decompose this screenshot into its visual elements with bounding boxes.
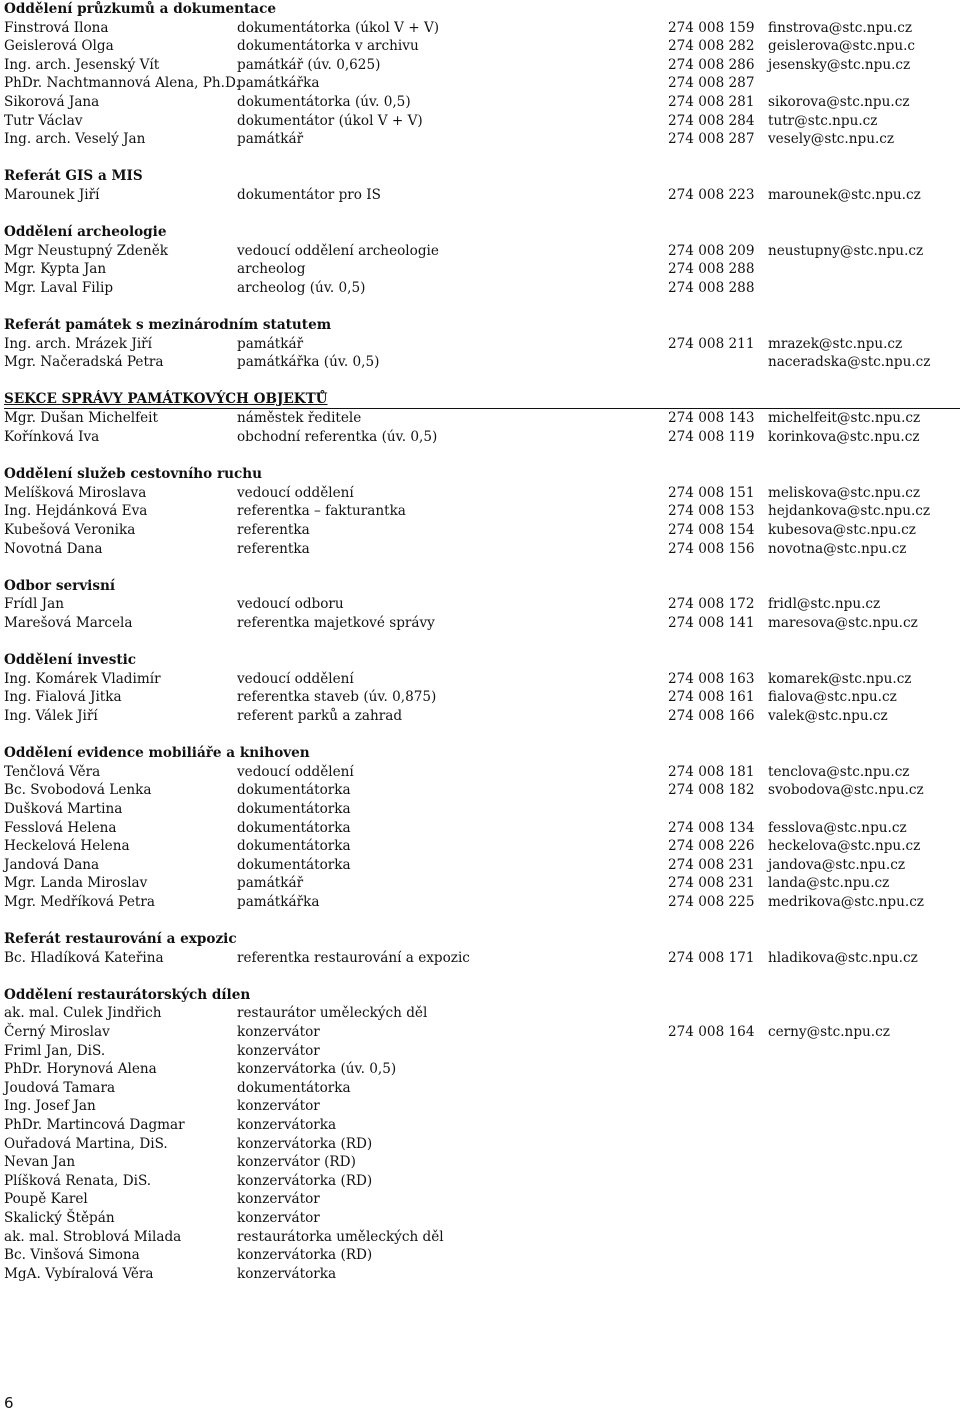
staff-role: konzervátor — [237, 1042, 320, 1059]
staff-phone: 274 008 134 — [668, 819, 755, 836]
staff-role: dokumentátor (úkol V + V) — [237, 112, 423, 129]
staff-name: Ing. Fialová Jitka — [4, 689, 122, 706]
staff-phone: 274 008 141 — [668, 615, 755, 631]
staff-role: vedoucí oddělení — [237, 484, 354, 501]
staff-role: památkář — [237, 335, 304, 352]
staff-row — [4, 428, 960, 447]
department-heading: Odbor servisní — [4, 577, 116, 594]
staff-name: Marounek Jiří — [4, 186, 100, 203]
staff-name: Tutr Václav — [4, 112, 83, 129]
department-heading: Oddělení služeb cestovního ruchu — [4, 466, 263, 483]
staff-email: fialova@stc.npu.cz — [768, 689, 897, 706]
staff-role: dokumentátorka — [237, 819, 351, 836]
staff-role: dokumentátorka (úkol V + V) — [237, 19, 440, 36]
staff-row — [4, 688, 960, 707]
staff-row — [4, 1153, 960, 1172]
department-section — [4, 390, 960, 446]
staff-role: restaurátorka uměleckých děl — [237, 1228, 444, 1245]
staff-role: archeolog — [237, 261, 306, 278]
staff-name: Kubešová Veronika — [4, 522, 136, 539]
staff-name: Tenčlová Věra — [4, 763, 101, 780]
department-heading: Referát památek s mezinárodním statutem — [4, 317, 332, 334]
staff-name: Bc. Svobodová Lenka — [4, 782, 152, 799]
staff-role: památkářka — [237, 893, 320, 910]
staff-role: památkář — [237, 875, 304, 892]
staff-row — [4, 37, 960, 56]
department-section — [4, 577, 960, 633]
staff-role: archeolog (úv. 0,5) — [237, 279, 366, 296]
staff-row — [4, 1042, 960, 1061]
staff-name: Ing. arch. Mrázek Jiří — [4, 335, 153, 352]
staff-email: sikorova@stc.npu.cz — [768, 93, 910, 110]
staff-email: landa@stc.npu.cz — [768, 875, 890, 892]
department-section — [4, 651, 960, 725]
staff-role: dokumentátorka — [237, 1079, 351, 1096]
staff-name: Kořínková Iva — [4, 429, 100, 446]
staff-row — [4, 19, 960, 38]
staff-phone: 274 008 281 — [668, 93, 755, 110]
staff-phone: 274 008 154 — [668, 522, 755, 539]
staff-role: referentka staveb (úv. 0,875) — [237, 689, 437, 706]
staff-email: heckelova@stc.npu.cz — [768, 838, 921, 855]
staff-row — [4, 1079, 960, 1098]
staff-role: památkář — [237, 131, 304, 148]
staff-email: meliskova@stc.npu.cz — [768, 484, 921, 501]
staff-row — [4, 242, 960, 261]
staff-name: MgA. Vybíralová Věra — [4, 1265, 154, 1282]
staff-email: mrazek@stc.npu.cz — [768, 335, 903, 352]
staff-row — [4, 614, 960, 633]
staff-name: Bc. Hladíková Kateřina — [4, 949, 164, 966]
staff-row — [4, 1228, 960, 1247]
staff-name: Joudová Tamara — [4, 1079, 116, 1096]
department-heading: Oddělení archeologie — [4, 224, 167, 241]
staff-row — [4, 670, 960, 689]
staff-row — [4, 130, 960, 149]
staff-role: konzervátorka (RD) — [237, 1135, 373, 1152]
staff-name: Ing. Hejdánková Eva — [4, 503, 148, 520]
staff-role: dokumentátorka (úv. 0,5) — [237, 93, 411, 110]
staff-phone: 274 008 226 — [668, 838, 755, 855]
staff-email: komarek@stc.npu.cz — [768, 670, 912, 687]
department-section — [4, 0, 960, 149]
section-spacer — [4, 298, 960, 317]
staff-email: svobodova@stc.npu.cz — [768, 782, 924, 799]
staff-email: fridl@stc.npu.cz — [768, 596, 881, 613]
staff-name: Jandová Dana — [4, 856, 100, 873]
staff-phone: 274 008 153 — [668, 503, 755, 520]
staff-row — [4, 893, 960, 912]
staff-name: Sikorová Jana — [4, 93, 100, 110]
staff-row — [4, 1190, 960, 1209]
staff-email: hejdankova@stc.npu.cz — [768, 503, 931, 520]
staff-email: marounek@stc.npu.cz — [768, 186, 921, 203]
department-section — [4, 223, 960, 297]
staff-name: Friml Jan, DiS. — [4, 1042, 106, 1059]
department-section — [4, 744, 960, 911]
staff-phone: 274 008 288 — [668, 279, 755, 296]
staff-name: Mgr. Medříková Petra — [4, 893, 155, 910]
section-spacer — [4, 372, 960, 391]
staff-row — [4, 521, 960, 540]
staff-role: konzervátor — [237, 1024, 320, 1041]
staff-role: konzervátorka — [237, 1265, 337, 1282]
staff-role: konzervátor — [237, 1098, 320, 1115]
staff-name: Mgr. Kypta Jan — [4, 261, 107, 278]
staff-role: dokumentátorka v archivu — [237, 38, 419, 55]
staff-role: dokumentátorka — [237, 782, 351, 799]
staff-row — [4, 1116, 960, 1135]
staff-name: Fesslová Helena — [4, 819, 117, 836]
staff-email: kubesova@stc.npu.cz — [768, 522, 916, 539]
staff-name: Ing. Válek Jiří — [4, 707, 98, 724]
staff-name: Melíšková Miroslava — [4, 484, 147, 501]
staff-role: dokumentátorka — [237, 800, 351, 817]
staff-email: novotna@stc.npu.cz — [768, 540, 907, 557]
staff-role: vedoucí odboru — [237, 596, 344, 613]
staff-row — [4, 837, 960, 856]
staff-phone: 274 008 231 — [668, 875, 755, 892]
staff-email: finstrova@stc.npu.cz — [768, 19, 913, 36]
staff-row — [4, 595, 960, 614]
staff-row — [4, 74, 960, 93]
department-section — [4, 465, 960, 558]
staff-name: Mgr. Laval Filip — [4, 279, 114, 296]
staff-name: Geislerová Olga — [4, 38, 114, 55]
staff-phone: 274 008 163 — [668, 670, 755, 687]
staff-email: neustupny@stc.npu.cz — [768, 242, 924, 259]
staff-email: jandova@stc.npu.cz — [768, 856, 906, 873]
staff-name: Ing. Josef Jan — [4, 1098, 96, 1115]
staff-name: Dušková Martina — [4, 800, 123, 817]
staff-row — [4, 93, 960, 112]
staff-role: vedoucí oddělení archeologie — [237, 242, 439, 259]
section-spacer — [4, 447, 960, 466]
staff-row — [4, 800, 960, 819]
department-heading: Oddělení restaurátorských dílen — [4, 986, 251, 1003]
department-section — [4, 986, 960, 1284]
staff-name: Marešová Marcela — [4, 615, 133, 631]
staff-phone: 274 008 284 — [668, 112, 755, 129]
staff-role: referentka restaurování a expozic — [237, 949, 470, 966]
staff-row — [4, 186, 960, 205]
staff-email: korinkova@stc.npu.cz — [768, 429, 920, 446]
section-spacer — [4, 633, 960, 652]
staff-row — [4, 1097, 960, 1116]
staff-phone: 274 008 159 — [668, 19, 755, 36]
staff-row — [4, 763, 960, 782]
staff-email: hladikova@stc.npu.cz — [768, 949, 918, 966]
staff-row — [4, 856, 960, 875]
staff-phone: 274 008 287 — [668, 131, 755, 148]
section-spacer — [4, 912, 960, 931]
staff-role: památkářka (úv. 0,5) — [237, 354, 380, 371]
staff-phone: 274 008 282 — [668, 38, 755, 55]
staff-name: Plíšková Renata, DiS. — [4, 1172, 152, 1189]
staff-row — [4, 1004, 960, 1023]
staff-phone: 274 008 119 — [668, 429, 755, 446]
staff-row — [4, 112, 960, 131]
staff-email: naceradska@stc.npu.cz — [768, 354, 931, 371]
staff-name: Mgr Neustupný Zdeněk — [4, 242, 169, 259]
staff-phone: 274 008 225 — [668, 893, 755, 910]
staff-phone: 274 008 231 — [668, 856, 755, 873]
department-heading: Oddělení evidence mobiliáře a knihoven — [4, 745, 310, 762]
department-heading: Referát GIS a MIS — [4, 168, 143, 185]
staff-name: Ing. arch. Jesenský Vít — [4, 56, 160, 73]
staff-name: Mgr. Landa Miroslav — [4, 875, 148, 892]
staff-row — [4, 353, 960, 372]
staff-email: geislerova@stc.npu.c — [768, 38, 916, 55]
staff-role: památkářka — [237, 75, 320, 92]
staff-row — [4, 1060, 960, 1079]
staff-name: PhDr. Martincová Dagmar — [4, 1117, 185, 1134]
staff-phone: 274 008 166 — [668, 707, 755, 724]
staff-role: vedoucí oddělení — [237, 763, 354, 780]
staff-phone: 274 008 223 — [668, 186, 755, 203]
staff-phone: 274 008 172 — [668, 596, 755, 613]
staff-name: Finstrová Ilona — [4, 19, 109, 36]
staff-phone: 274 008 161 — [668, 689, 755, 706]
staff-row — [4, 707, 960, 726]
staff-phone: 274 008 143 — [668, 410, 755, 427]
department-section — [4, 316, 960, 372]
staff-name: Bc. Vinšová Simona — [4, 1247, 140, 1264]
staff-row — [4, 335, 960, 354]
staff-role: referentka – fakturantka — [237, 503, 406, 520]
staff-name: Ing. Komárek Vladimír — [4, 670, 161, 687]
section-spacer — [4, 967, 960, 986]
staff-row — [4, 484, 960, 503]
staff-phone: 274 008 182 — [668, 782, 755, 799]
staff-email: vesely@stc.npu.cz — [768, 131, 895, 148]
staff-name: Frídl Jan — [4, 596, 64, 613]
staff-phone: 274 008 151 — [668, 484, 755, 501]
staff-phone: 274 008 286 — [668, 56, 755, 73]
page-number: 6 — [4, 1394, 14, 1412]
staff-email: cerny@stc.npu.cz — [768, 1024, 890, 1041]
staff-role: konzervátor — [237, 1210, 320, 1226]
department-heading: Oddělení investic — [4, 652, 137, 669]
staff-row — [4, 1135, 960, 1154]
department-section — [4, 930, 960, 967]
staff-email: tutr@stc.npu.cz — [768, 112, 878, 129]
staff-role: dokumentátorka — [237, 838, 351, 855]
staff-role: referentka — [237, 540, 310, 557]
staff-row — [4, 279, 960, 298]
staff-phone: 274 008 209 — [668, 242, 755, 259]
staff-row — [4, 540, 960, 559]
staff-phone: 274 008 211 — [668, 335, 755, 352]
section-spacer — [4, 149, 960, 168]
staff-role: restaurátor uměleckých děl — [237, 1005, 428, 1022]
staff-row — [4, 409, 960, 428]
staff-row — [4, 56, 960, 75]
staff-email: tenclova@stc.npu.cz — [768, 763, 910, 780]
staff-phone: 274 008 287 — [668, 75, 755, 92]
staff-role: památkář (úv. 0,625) — [237, 56, 381, 73]
staff-phone: 274 008 164 — [668, 1024, 755, 1041]
staff-name: Mgr. Dušan Michelfeit — [4, 410, 158, 427]
staff-email: fesslova@stc.npu.cz — [768, 819, 907, 836]
department-heading: Oddělení průzkumů a dokumentace — [4, 1, 277, 17]
staff-email: jesensky@stc.npu.cz — [768, 56, 911, 73]
staff-role: referent parků a zahrad — [237, 707, 403, 724]
staff-row — [4, 1023, 960, 1042]
staff-role: dokumentátorka — [237, 856, 351, 873]
staff-name: Skalický Štěpán — [4, 1210, 115, 1226]
staff-name: Mgr. Načeradská Petra — [4, 354, 164, 371]
staff-role: konzervátorka (RD) — [237, 1247, 373, 1264]
staff-role: konzervátor — [237, 1191, 320, 1208]
staff-name: Novotná Dana — [4, 540, 103, 557]
staff-name: ak. mal. Culek Jindřich — [4, 1005, 162, 1022]
staff-name: PhDr. Horynová Alena — [4, 1061, 157, 1078]
staff-role: konzervátor (RD) — [237, 1154, 356, 1171]
staff-row — [4, 260, 960, 279]
staff-phone: 274 008 288 — [668, 261, 755, 278]
staff-directory — [4, 0, 960, 1283]
staff-row — [4, 502, 960, 521]
section-spacer — [4, 726, 960, 745]
section-spacer — [4, 205, 960, 224]
staff-phone: 274 008 171 — [668, 949, 755, 966]
staff-row — [4, 1209, 960, 1228]
staff-name: Černý Miroslav — [4, 1024, 110, 1041]
staff-email: medrikova@stc.npu.cz — [768, 893, 924, 910]
staff-row — [4, 781, 960, 800]
staff-role: konzervátorka (úv. 0,5) — [237, 1061, 397, 1078]
department-heading: SEKCE SPRÁVY PAMÁTKOVÝCH OBJEKTŮ — [4, 390, 960, 409]
staff-name: Ing. arch. Veselý Jan — [4, 131, 146, 148]
staff-row — [4, 1246, 960, 1265]
staff-role: referentka majetkové správy — [237, 615, 435, 631]
staff-name: Nevan Jan — [4, 1154, 76, 1171]
staff-name: Heckelová Helena — [4, 838, 130, 855]
staff-role: náměstek ředitele — [237, 410, 362, 427]
staff-row — [4, 874, 960, 893]
staff-role: konzervátorka (RD) — [237, 1172, 373, 1189]
staff-row — [4, 949, 960, 968]
staff-name: ak. mal. Stroblová Milada — [4, 1228, 182, 1245]
staff-name: Poupě Karel — [4, 1191, 88, 1208]
staff-row — [4, 1172, 960, 1191]
staff-email: valek@stc.npu.cz — [768, 707, 888, 724]
staff-row — [4, 819, 960, 838]
staff-row — [4, 1265, 960, 1284]
staff-phone: 274 008 156 — [668, 540, 755, 557]
staff-name: Ouřadová Martina, DiS. — [4, 1135, 168, 1152]
staff-role: dokumentátor pro IS — [237, 186, 381, 203]
department-heading: Referát restaurování a expozic — [4, 931, 237, 948]
staff-role: vedoucí oddělení — [237, 670, 354, 687]
section-spacer — [4, 558, 960, 577]
staff-role: obchodní referentka (úv. 0,5) — [237, 429, 438, 446]
staff-email: michelfeit@stc.npu.cz — [768, 410, 921, 427]
staff-role: konzervátorka — [237, 1117, 337, 1134]
staff-role: referentka — [237, 522, 310, 539]
staff-name: PhDr. Nachtmannová Alena, Ph.D. — [4, 75, 240, 92]
department-section — [4, 167, 960, 204]
staff-email: maresova@stc.npu.cz — [768, 615, 918, 631]
staff-phone: 274 008 181 — [668, 763, 755, 780]
